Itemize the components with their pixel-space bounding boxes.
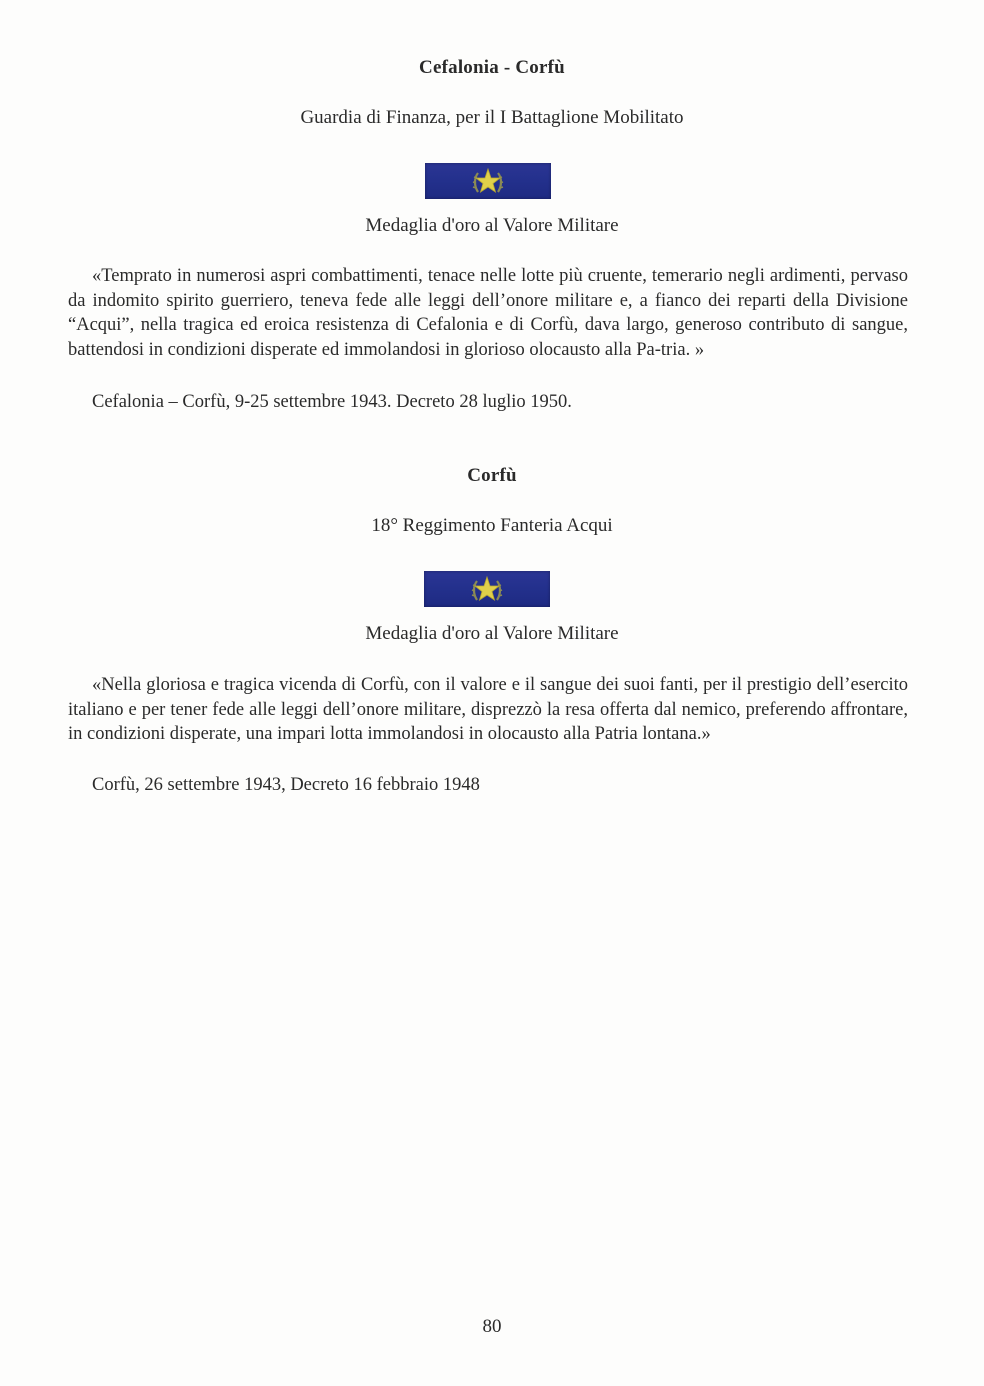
- medal-name: Medaglia d'oro al Valore Militare: [365, 623, 619, 644]
- star-with-wreath-icon: [469, 572, 505, 606]
- medal-ribbon: [424, 571, 550, 607]
- medal-name: Medaglia d'oro al Valore Militare: [365, 215, 619, 236]
- entry-title: Corfù: [467, 465, 517, 486]
- entry-title: Cefalonia - Corfù: [419, 57, 565, 78]
- unit-name: 18° Reggimento Fanteria Acqui: [371, 515, 613, 536]
- star-with-wreath-icon: [470, 164, 506, 198]
- citation-reference: Corfù, 26 settembre 1943, Decreto 16 febbraio 1948: [92, 775, 480, 795]
- page-number: 80: [482, 1316, 502, 1337]
- citation-text: «Temprato in numerosi aspri combattimenti, tenace nelle lotte più cruente, temerario negli ardimenti, pervaso da indomito spirito guerriero, teneva fede alle leggi dell’onore militare e, a fianco dei reparti della Divisione “Acqui”, nella tragica ed eroica resistenza di Cefalonia e di Corfù, dava largo, generoso contributo di sangue, battendosi in condizioni disperate ed immolandosi in glorioso olocausto alla Pa-tria. »: [68, 266, 908, 360]
- citation-reference: Cefalonia – Corfù, 9-25 settembre 1943. Decreto 28 luglio 1950.: [92, 392, 572, 412]
- medal-ribbon: [425, 163, 551, 199]
- unit-name: Guardia di Finanza, per il I Battaglione Mobilitato: [300, 107, 684, 128]
- citation-text: «Nella gloriosa e tragica vicenda di Corfù, con il valore e il sangue dei suoi fanti, per il prestigio dell’esercito italiano e per tener fede alle leggi dell’onore militare, disprezzò la resa offerta dal nemico, preferendo affrontare, in condizioni disperate, una impari lotta immolandosi in olocausto alla Patria lontana.»: [68, 675, 908, 744]
